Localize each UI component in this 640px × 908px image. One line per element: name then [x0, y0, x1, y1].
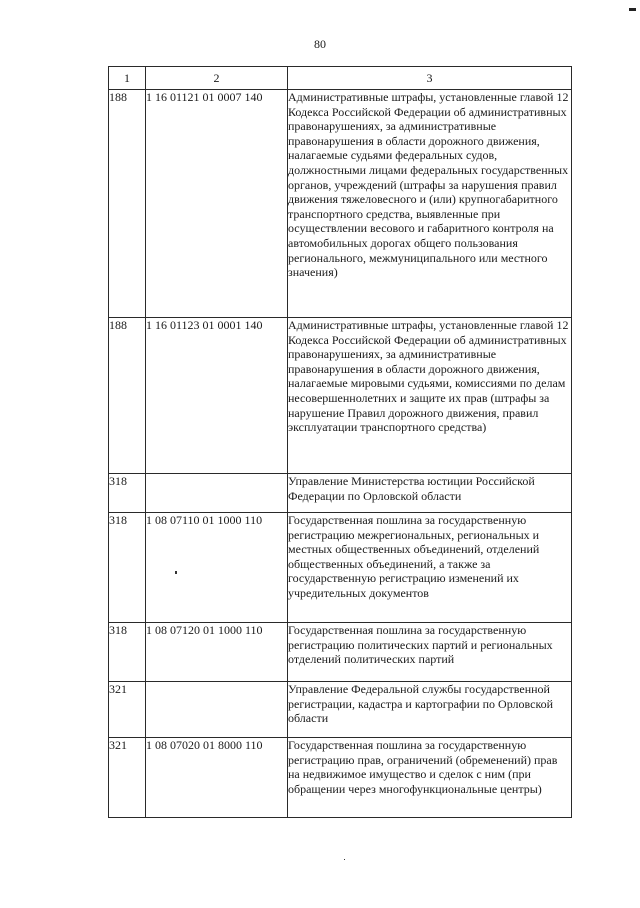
kbk-code-cell: 1 16 01123 01 0001 140 — [146, 318, 288, 474]
page-number: 80 — [314, 37, 326, 51]
table-row — [109, 513, 572, 623]
column-header-1: 1 — [109, 67, 146, 90]
kbk-code-cell: 1 08 07020 01 8000 110 — [146, 738, 288, 818]
kbk-code-cell: 1 08 07120 01 1000 110 — [146, 623, 288, 682]
description-cell: Управление Министерства юстиции Российской Федерации по Орловской области — [288, 474, 572, 513]
description-cell: Управление Федеральной службы государственной регистрации, кадастра и картографии по Орловской области — [288, 682, 572, 738]
kbk-code-cell — [146, 474, 288, 513]
kbk-code-cell: 1 08 07110 01 1000 110 — [146, 513, 288, 623]
description-cell: Административные штрафы, установленные главой 12 Кодекса Российской Федерации об административных правонарушениях, за административные правонарушения в области дорожного движения, налагаемые мировыми судьями, комиссиями по делам несовершеннолетних и защите их прав (штрафы за нарушение Правил дорожного движения, правил эксплуатации транспортного средства) — [288, 318, 572, 474]
table-row — [109, 738, 572, 818]
table-row — [109, 474, 572, 513]
revenue-classification-table — [108, 66, 572, 818]
table-row — [109, 318, 572, 474]
table-row — [109, 623, 572, 682]
table-row — [109, 90, 572, 318]
table-header-row — [109, 67, 572, 90]
admin-code-cell: 188 — [109, 318, 146, 474]
admin-code-cell: 318 — [109, 474, 146, 513]
description-cell: Государственная пошлина за государственную регистрацию прав, ограничений (обременений) прав на недвижимое имущество и сделок с ним (при обращении через многофункциональные центры) — [288, 738, 572, 818]
column-header-3: 3 — [288, 67, 572, 90]
scan-speck — [344, 859, 345, 860]
column-header-2: 2 — [146, 67, 288, 90]
admin-code-cell: 318 — [109, 623, 146, 682]
kbk-code-cell: 1 16 01121 01 0007 140 — [146, 90, 288, 318]
kbk-code-cell — [146, 682, 288, 738]
description-cell: Государственная пошлина за государственную регистрацию межрегиональных, региональных и местных общественных объединений, отделений общественных объединений, а также за государственную регистрацию изменений их учредительных документов — [288, 513, 572, 623]
admin-code-cell: 188 — [109, 90, 146, 318]
admin-code-cell: 318 — [109, 513, 146, 623]
scan-corner-mark — [629, 8, 636, 11]
table-row — [109, 682, 572, 738]
admin-code-cell: 321 — [109, 738, 146, 818]
admin-code-cell: 321 — [109, 682, 146, 738]
description-cell: Государственная пошлина за государственную регистрацию политических партий и региональных отделений политических партий — [288, 623, 572, 682]
scan-speck — [175, 571, 177, 574]
description-cell: Административные штрафы, установленные главой 12 Кодекса Российской Федерации об административных правонарушениях, за административные правонарушения в области дорожного движения, налагаемые судьями федеральных судов, должностными лицами федеральных государственных органов, учреждений (штрафы за нарушения правил движения тяжеловесного и (или) крупногабаритного транспортного средства, выявленные при осуществлении весового и габаритного контроля на автомобильных дорогах общего пользования регионального, межмуниципального или местного значения) — [288, 90, 572, 318]
